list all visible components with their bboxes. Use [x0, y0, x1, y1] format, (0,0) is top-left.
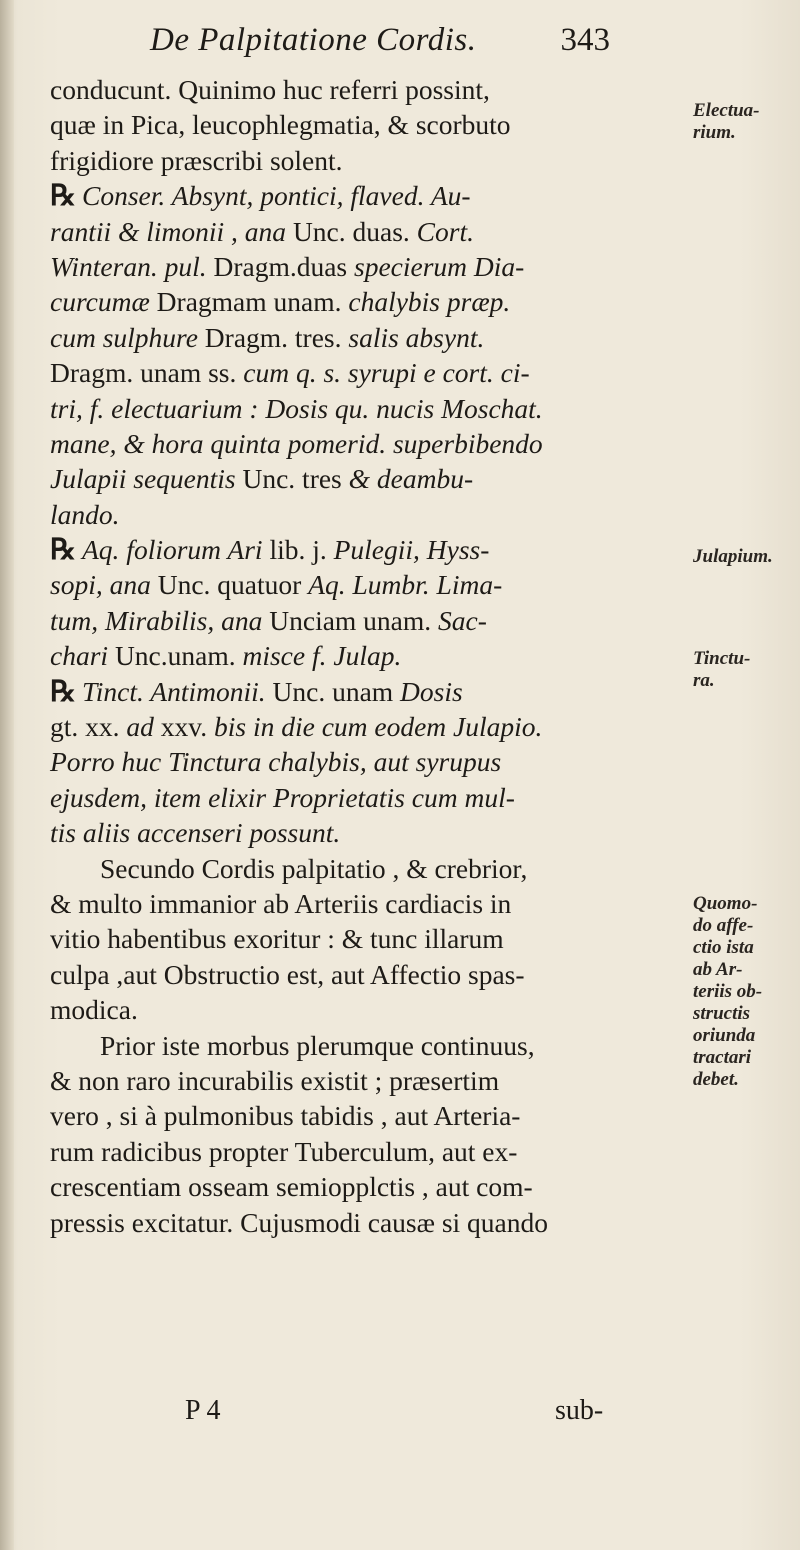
margin-note-line: Tinctu-	[693, 648, 751, 669]
italic-text: Aq. foliorum Ari	[82, 534, 270, 566]
page-footer	[50, 1395, 630, 1435]
italic-text: Winteran. pul.	[50, 250, 214, 282]
text-line	[50, 603, 650, 638]
italic-text: tum, Mirabilis, ana	[50, 604, 270, 636]
signature-mark: P 4	[185, 1395, 221, 1426]
text-line	[50, 1098, 650, 1133]
text-line	[50, 851, 650, 886]
italic-text: tis aliis accenseri possunt.	[50, 817, 341, 849]
text-line	[50, 461, 650, 496]
text-line	[50, 284, 650, 319]
text-line	[50, 178, 650, 213]
italic-text: Porro huc Tinctura chalybis, aut syrupus	[50, 746, 502, 778]
running-title: De Palpitatione Cordis.	[150, 22, 477, 58]
roman-text: conducunt. Quinimo huc referri possint,	[50, 74, 490, 105]
roman-text: Unc. quatuor	[157, 569, 309, 601]
text-line	[50, 744, 650, 779]
text-line	[50, 886, 650, 921]
italic-text: bis in die cum eodem Julapio.	[213, 711, 543, 743]
italic-text: ejusdem, item elixir Proprietatis cum mul-	[50, 781, 515, 813]
text-line	[50, 72, 650, 107]
margin-note-line: ctio ista	[693, 937, 754, 958]
italic-text: tri, f. electuarium : Dosis qu. nucis Moschat.	[50, 392, 543, 424]
margin-note-line: oriunda	[693, 1025, 756, 1046]
roman-text: & non raro incurabilis existit ; præsertim	[50, 1064, 500, 1096]
margin-note-julapium	[693, 546, 773, 568]
italic-text: rantii & limonii , ana	[50, 215, 293, 247]
margin-note-line: Julapium.	[693, 546, 773, 567]
page-header	[150, 22, 610, 66]
italic-text: cum q. s. syrupi e cort. ci-	[243, 357, 530, 389]
recipe-symbol: ℞	[50, 180, 76, 213]
roman-text: modica.	[50, 994, 138, 1026]
margin-note-tinctura	[693, 648, 750, 692]
text-line	[50, 957, 650, 992]
margin-note-line: teriis ob-	[693, 981, 763, 1002]
italic-text: & deambu-	[348, 463, 474, 495]
roman-text: Unc. tres	[242, 463, 349, 495]
roman-text: vitio habentibus exoritur : & tunc illarum	[50, 923, 504, 955]
roman-text: Dragm. unam ss.	[50, 357, 244, 389]
roman-text: culpa ,aut Obstructio est, aut Affectio spas-	[50, 958, 525, 990]
roman-text: crescentiam osseam semiopplctis , aut com-	[50, 1171, 533, 1203]
italic-text: cum sulphure	[50, 321, 205, 353]
text-line	[50, 1063, 650, 1098]
roman-text: Dragm.duas	[213, 250, 355, 282]
text-line	[50, 674, 650, 709]
roman-text: rum radicibus propter Tuberculum, aut ex-	[50, 1135, 518, 1167]
text-line	[50, 1205, 650, 1240]
margin-note-line: structis	[693, 1003, 751, 1024]
recipe-symbol: ℞	[50, 675, 76, 708]
text-line	[50, 1028, 650, 1063]
text-line	[50, 391, 650, 426]
roman-text: Secundo Cordis palpitatio , & crebrior,	[100, 852, 528, 884]
roman-text: Unc. unam	[272, 675, 401, 707]
italic-text: specierum Dia-	[354, 250, 525, 282]
italic-text: curcumæ	[50, 286, 157, 318]
roman-text: vero , si à pulmonibus tabidis , aut Arteria-	[50, 1100, 521, 1132]
roman-text: Unc. duas.	[292, 215, 417, 247]
text-line	[50, 320, 650, 355]
italic-text: Julapii sequentis	[50, 463, 243, 495]
text-line	[50, 532, 650, 567]
margin-note-line: debet.	[693, 1069, 739, 1090]
roman-text: & multo immanior ab Arteriis cardiacis in	[50, 887, 512, 919]
roman-text: Unc.unam.	[114, 640, 243, 672]
italic-text: salis absynt.	[348, 321, 485, 353]
text-line	[50, 355, 650, 390]
text-line	[50, 709, 650, 744]
catchword: sub-	[555, 1395, 604, 1426]
margin-note-line: do affe-	[693, 915, 754, 936]
text-line	[50, 143, 650, 178]
italic-text: Aq. Lumbr. Lima-	[308, 569, 503, 601]
roman-text: frigidiore præscribi solent.	[50, 144, 343, 176]
main-text	[50, 72, 650, 1240]
text-line	[50, 1134, 650, 1169]
text-line	[50, 107, 650, 142]
roman-text: lib. j.	[269, 534, 334, 566]
italic-text: mane, & hora quinta pomerid. superbibendo	[50, 427, 543, 459]
roman-text: Dragm. tres.	[204, 321, 349, 353]
text-line	[50, 214, 650, 249]
italic-text: Pulegii, Hyss-	[333, 534, 490, 566]
text-line	[50, 815, 650, 850]
roman-text: Prior iste morbus plerumque continuus,	[100, 1029, 535, 1061]
page-gutter-shadow	[0, 0, 14, 1550]
italic-text: sopi, ana	[50, 569, 158, 601]
margin-note-quomodo	[693, 893, 762, 1091]
roman-text: Unciam unam.	[269, 604, 439, 636]
italic-text: Dosis	[400, 675, 463, 707]
margin-note-line: ra.	[693, 670, 715, 691]
text-line	[50, 1169, 650, 1204]
roman-text: pressis excitatur. Cujusmodi causæ si quando	[50, 1206, 549, 1238]
roman-text: xxv.	[160, 711, 214, 743]
text-line	[50, 567, 650, 602]
italic-text: chalybis præp.	[348, 286, 511, 318]
italic-text: misce f. Julap.	[242, 640, 402, 672]
roman-text: Dragmam unam.	[156, 286, 349, 318]
italic-text: lando.	[50, 498, 120, 530]
italic-text: ad	[126, 711, 161, 743]
margin-note-line: rium.	[693, 122, 736, 143]
margin-note-line: tractari	[693, 1047, 752, 1068]
italic-text: Conser. Absynt, pontici, flaved. Au-	[82, 180, 471, 212]
italic-text: Cort.	[416, 215, 474, 247]
italic-text: chari	[50, 640, 115, 672]
text-line	[50, 497, 650, 532]
margin-note-line: Electua-	[693, 100, 760, 121]
text-line	[50, 780, 650, 815]
text-line	[50, 249, 650, 284]
margin-note-electuarium	[693, 100, 760, 144]
margin-note-line: Quomo-	[693, 893, 758, 914]
recipe-symbol: ℞	[50, 534, 76, 567]
text-line	[50, 921, 650, 956]
margin-note-line: ab Ar-	[693, 959, 743, 980]
italic-text: Tinct. Antimonii.	[82, 675, 273, 707]
text-line	[50, 426, 650, 461]
text-line	[50, 992, 650, 1027]
page-number: 343	[560, 22, 610, 58]
roman-text: quæ in Pica, leucophlegmatia, & scorbuto	[50, 109, 511, 141]
roman-text: gt. xx.	[50, 711, 127, 743]
text-line	[50, 638, 650, 673]
italic-text: Sac-	[438, 604, 487, 636]
